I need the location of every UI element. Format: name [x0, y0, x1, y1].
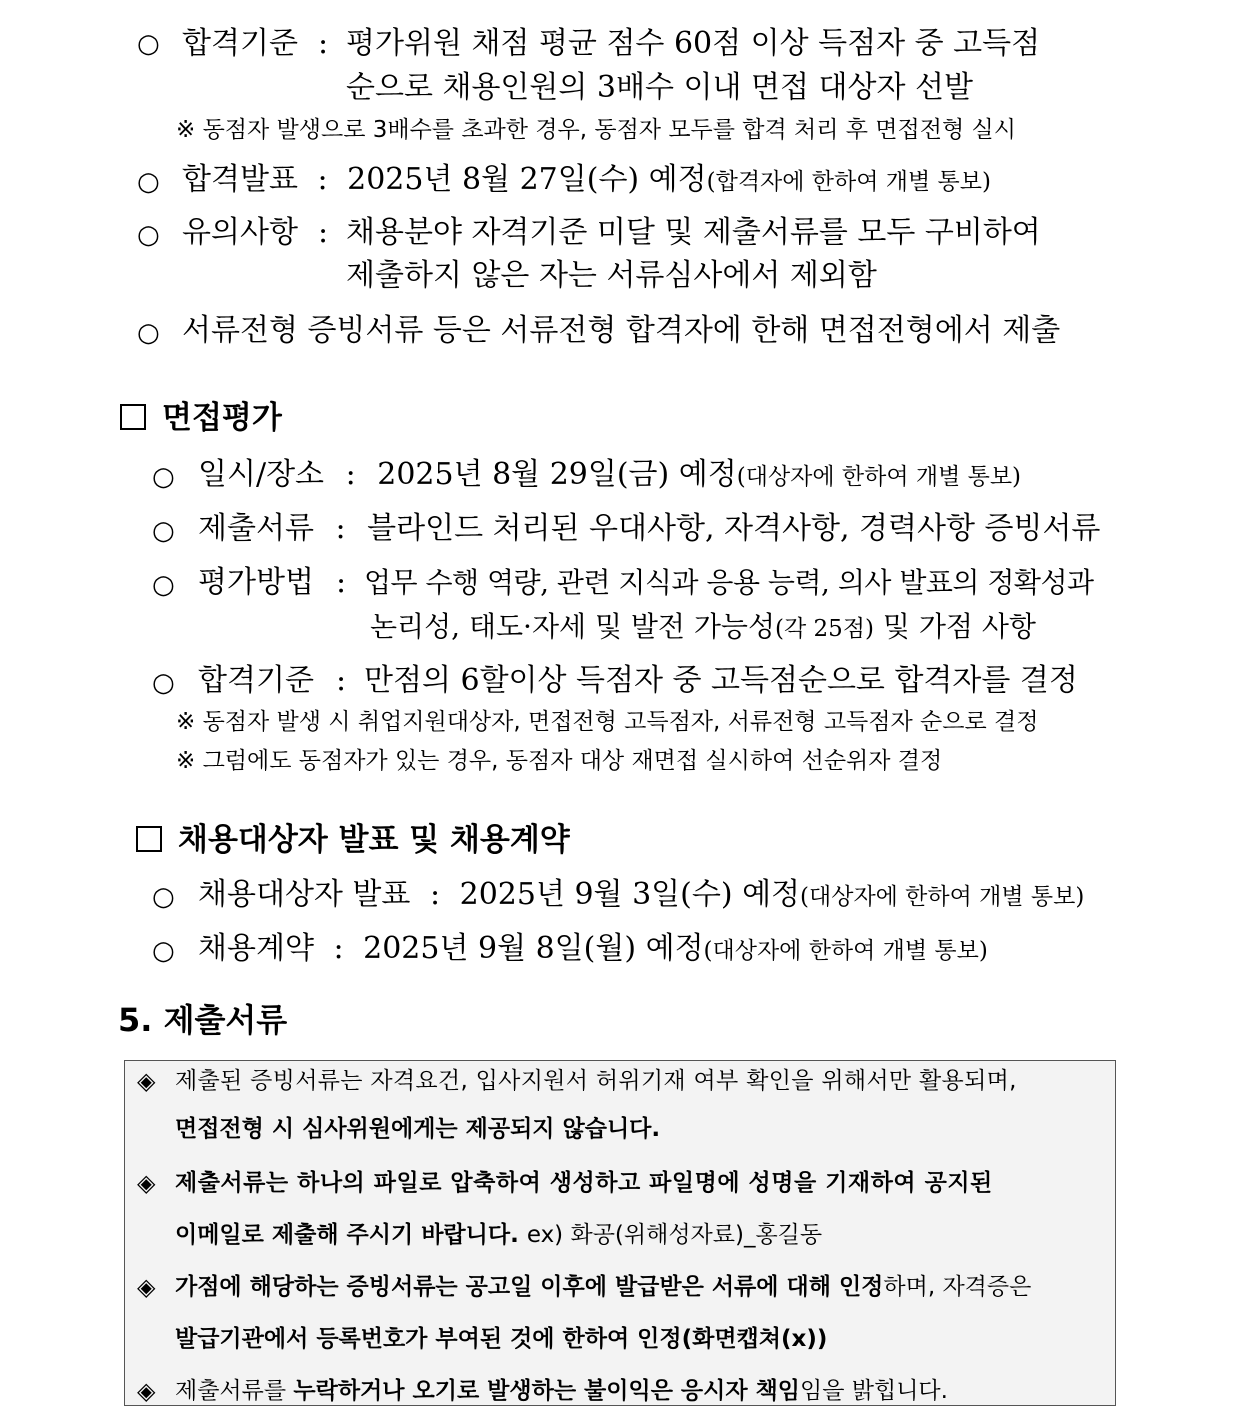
colon: :	[336, 663, 347, 698]
interview-docs	[198, 509, 1100, 549]
colon: :	[317, 162, 328, 197]
circle-bullet-icon: ○	[137, 29, 160, 59]
hiring-announce	[198, 875, 1084, 917]
documents-item3-line2: 발급기관에서 등록번호가 부여된 것에 한하여 인정(화면캡쳐(x))	[175, 1326, 828, 1352]
hiring-contract-label: 채용계약	[198, 931, 314, 966]
hiring-contract-sub: (대상자에 한하여 개별 통보)	[703, 938, 988, 964]
hiring-announce-sub: (대상자에 한하여 개별 통보)	[800, 884, 1085, 910]
hiring-heading: 채용대상자 발표 및 채용계약	[136, 820, 570, 860]
evidence-line: 서류전형 증빙서류 등은 서류전형 합격자에 한해 면접전형에서 제출	[182, 313, 1061, 348]
diamond-bullet-icon: ◈	[137, 1067, 156, 1095]
passing-announce-sub: (합격자에 한하여 개별 통보)	[706, 169, 991, 195]
interview-docs-label: 제출서류	[198, 511, 314, 546]
caution-line1: 채용분야 자격기준 미달 및 제출서류를 모두 구비하여	[346, 215, 1041, 250]
passing-criteria-label: 합격기준	[182, 26, 298, 61]
documents-item4: 제출서류를 누락하거나 오기로 발생하는 불이익은 응시자 책임임을 밝힙니다.	[175, 1378, 948, 1404]
documents-item1-line1: 제출된 증빙서류는 자격요건, 입사지원서 허위기재 여부 확인을 위해서만 활용되며,	[175, 1068, 1017, 1094]
circle-bullet-icon: ○	[152, 570, 175, 600]
colon: :	[336, 565, 347, 600]
interview-criteria-value: 만점의 6할이상 득점자 중 고득점순으로 합격자를 결정	[364, 663, 1078, 698]
interview-datetime-label: 일시/장소	[198, 457, 325, 492]
diamond-bullet-icon: ◈	[137, 1169, 156, 1197]
colon: :	[318, 215, 329, 250]
interview-heading: 면접평가	[120, 398, 282, 438]
documents-item1-line2: 면접전형 시 심사위원에게는 제공되지 않습니다.	[175, 1116, 661, 1142]
passing-criteria-line1: 평가위원 채점 평균 점수 60점 이상 득점자 중 고득점	[346, 26, 1041, 61]
documents-item2-line2: 이메일로 제출해 주시기 바랍니다. ex) 화공(위해성자료)_홍길동	[175, 1222, 823, 1248]
diamond-bullet-icon: ◈	[137, 1377, 156, 1405]
interview-method-line1: 업무 수행 역량, 관련 지식과 응용 능력, 의사 발표의 정확성과	[364, 566, 1094, 599]
square-bullet-icon	[136, 826, 162, 852]
documents-item3-line1: 가점에 해당하는 증빙서류는 공고일 이후에 발급받은 서류에 대해 인정하며, 자격증은	[175, 1274, 1032, 1300]
documents-item2-line1: 제출서류는 하나의 파일로 압축하여 생성하고 파일명에 성명을 기재하여 공지된	[175, 1170, 993, 1196]
hiring-contract-value: 2025년 9월 8일(월) 예정	[363, 931, 704, 966]
caution-line2: 제출하지 않은 자는 서류심사에서 제외함	[346, 258, 877, 293]
interview-note-2: ※ 그럼에도 동점자가 있는 경우, 동점자 대상 재면접 실시하여 선순위자 결정	[176, 748, 943, 774]
circle-bullet-icon: ○	[152, 882, 175, 912]
diamond-bullet-icon: ◈	[137, 1273, 156, 1301]
interview-method-label: 평가방법	[198, 565, 314, 600]
circle-bullet-icon: ○	[137, 318, 160, 348]
passing-announce-label: 합격발표	[182, 162, 298, 197]
interview-criteria-label: 합격기준	[198, 663, 314, 698]
caution-label: 유의사항	[182, 215, 298, 250]
interview-note-1: ※ 동점자 발생 시 취업지원대상자, 면접전형 고득점자, 서류전형 고득점자 순으로 결정	[176, 709, 1039, 735]
documents-heading: 5. 제출서류	[118, 1001, 288, 1039]
interview-datetime	[198, 455, 1021, 497]
hiring-announce-label: 채용대상자 발표	[198, 877, 411, 912]
interview-datetime-value: 2025년 8월 29일(금) 예정	[377, 457, 737, 492]
colon: :	[345, 457, 356, 492]
circle-bullet-icon: ○	[137, 167, 160, 197]
interview-docs-value: 블라인드 처리된 우대사항, 자격사항, 경력사항 증빙서류	[367, 511, 1101, 546]
documents-box	[124, 1060, 1116, 1406]
colon: :	[318, 26, 329, 61]
circle-bullet-icon: ○	[152, 462, 175, 492]
interview-datetime-sub: (대상자에 한하여 개별 통보)	[736, 464, 1022, 490]
interview-method-line2: 논리성, 태도·자세 및 발전 가능성(각 25점) 및 가점 사항	[370, 610, 1036, 643]
passing-announce-value: 2025년 8월 27일(수) 예정	[347, 162, 707, 197]
hiring-announce-value: 2025년 9월 3일(수) 예정	[459, 877, 801, 912]
circle-bullet-icon: ○	[137, 220, 160, 250]
passing-announce	[182, 160, 991, 202]
circle-bullet-icon: ○	[152, 516, 175, 546]
square-bullet-icon	[120, 404, 146, 430]
colon: :	[429, 877, 441, 912]
passing-criteria-note: ※ 동점자 발생으로 3배수를 초과한 경우, 동점자 모두를 합격 처리 후 면접전형 실시	[176, 117, 1016, 143]
hiring-contract	[198, 929, 988, 971]
circle-bullet-icon: ○	[152, 936, 175, 966]
passing-criteria-line2: 순으로 채용인원의 3배수 이내 면접 대상자 선발	[346, 70, 973, 105]
circle-bullet-icon: ○	[152, 668, 175, 698]
colon: :	[335, 511, 346, 546]
colon: :	[333, 931, 344, 966]
